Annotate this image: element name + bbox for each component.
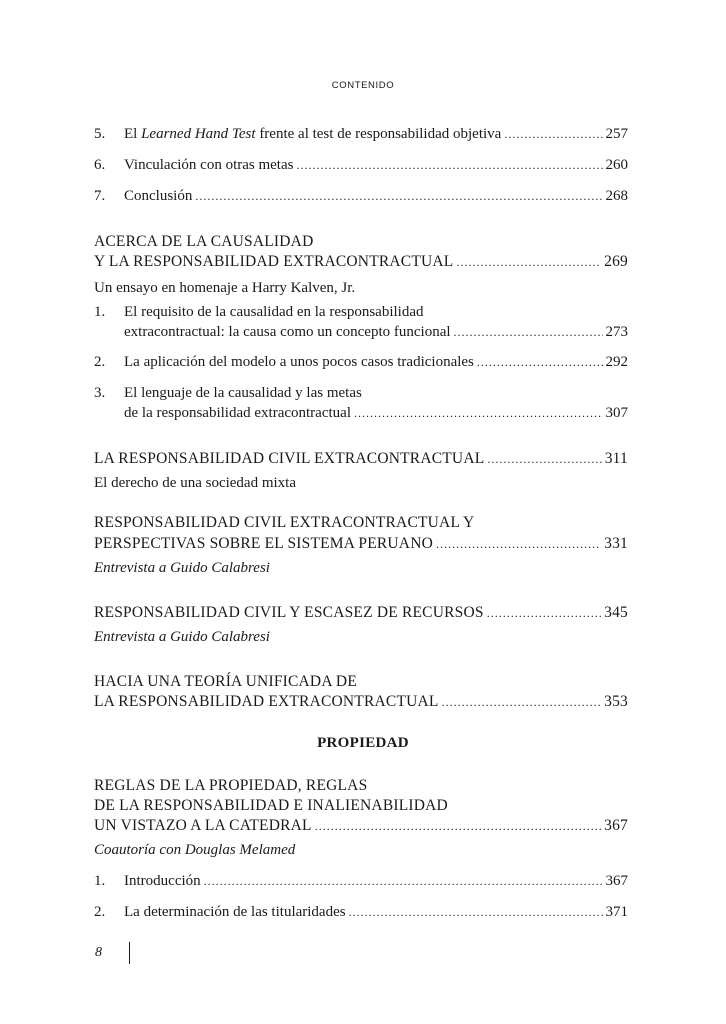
toc-entry-line <box>94 383 628 403</box>
chapter-entry <box>94 816 628 836</box>
chapter-subtitle: El derecho de una sociedad mixta <box>94 475 297 491</box>
entry-title: El lenguaje de la causalidad y las metas <box>124 385 362 401</box>
dot-leader <box>296 155 602 175</box>
chapter-entry <box>94 603 628 623</box>
page-number: 371 <box>605 904 628 920</box>
page-number: 367 <box>604 817 628 834</box>
entry-number: 3. <box>94 385 106 401</box>
entry-number: 1. <box>94 304 106 320</box>
chapter-subtitle: Coautoría con Douglas Melamed <box>94 842 296 858</box>
entry-title: Vinculación con otras metas <box>124 157 294 173</box>
page-number: 268 <box>605 188 628 204</box>
entry-title: Conclusión <box>124 188 193 204</box>
chapter-title: UN VISTAZO A LA CATEDRAL <box>94 817 312 834</box>
chapter-title-line: ACERCA DE LA CAUSALIDAD <box>94 233 314 250</box>
chapter-title: RESPONSABILIDAD CIVIL Y ESCASEZ DE RECURSOS <box>94 604 484 621</box>
toc-entry <box>94 871 628 891</box>
dot-leader <box>442 692 602 712</box>
toc-entry <box>94 352 628 372</box>
toc-entry <box>124 322 628 342</box>
dot-leader <box>477 352 603 372</box>
chapter-subtitle: Entrevista a Guido Calabresi <box>94 560 270 576</box>
entry-title: de la responsabilidad extracontractual <box>124 405 351 421</box>
page-number: 257 <box>605 126 628 142</box>
folio-divider <box>129 942 130 964</box>
page-number: 307 <box>605 405 628 421</box>
page-number: 331 <box>604 535 628 552</box>
dot-leader <box>349 902 603 922</box>
page-number: 260 <box>605 157 628 173</box>
entry-number: 7. <box>94 188 106 204</box>
dot-leader <box>454 322 603 342</box>
entry-title: Introducción <box>124 873 201 889</box>
entry-title: extracontractual: la causa como un concepto funcional <box>124 324 451 340</box>
page-number: 273 <box>605 324 628 340</box>
chapter-subtitle: Un ensayo en homenaje a Harry Kalven, Jr. <box>94 280 356 296</box>
entry-title: La determinación de las titularidades <box>124 904 346 920</box>
chapter-title-line: RESPONSABILIDAD CIVIL EXTRACONTRACTUAL Y <box>94 514 475 531</box>
toc-entry <box>124 403 628 423</box>
dot-leader <box>487 603 601 623</box>
dot-leader <box>195 186 602 206</box>
page-folio: 8 <box>95 945 102 960</box>
chapter-title-line: DE LA RESPONSABILIDAD E INALIENABILIDAD <box>94 797 448 814</box>
chapter-title: LA RESPONSABILIDAD CIVIL EXTRACONTRACTUAL <box>94 450 485 467</box>
chapter-entry <box>94 252 628 272</box>
page-number: 345 <box>604 604 628 621</box>
chapter-title: PERSPECTIVAS SOBRE EL SISTEMA PERUANO <box>94 535 433 552</box>
page-number: 292 <box>605 354 628 370</box>
chapter-entry <box>94 534 628 554</box>
chapter-title: Y LA RESPONSABILIDAD EXTRACONTRACTUAL <box>94 253 454 270</box>
page-number: 353 <box>604 693 628 710</box>
dot-leader <box>504 124 602 144</box>
chapter-title: LA RESPONSABILIDAD EXTRACONTRACTUAL <box>94 693 439 710</box>
dot-leader <box>204 871 603 891</box>
entry-number: 1. <box>94 873 106 889</box>
entry-number: 6. <box>94 157 106 173</box>
entry-title: La aplicación del modelo a unos pocos casos tradicionales <box>124 354 474 370</box>
entry-title-italic: Learned Hand Test <box>141 126 256 142</box>
dot-leader <box>487 449 601 469</box>
entry-number: 5. <box>94 126 106 142</box>
chapter-title-line: HACIA UNA TEORÍA UNIFICADA DE <box>94 673 357 690</box>
section-heading: PROPIEDAD <box>317 735 409 751</box>
toc-entry <box>94 124 628 144</box>
entry-number: 2. <box>94 354 106 370</box>
toc-entry-line <box>94 302 628 322</box>
page-number: 367 <box>605 873 628 889</box>
dot-leader <box>436 534 601 554</box>
toc-entry <box>94 155 628 175</box>
page-number: 311 <box>604 450 628 467</box>
entry-title: El requisito de la causalidad en la responsabilidad <box>124 304 424 320</box>
entry-number: 2. <box>94 904 106 920</box>
chapter-entry <box>94 692 628 712</box>
running-header: CONTENIDO <box>331 80 395 91</box>
toc-entry <box>94 902 628 922</box>
chapter-title-line: REGLAS DE LA PROPIEDAD, REGLAS <box>94 777 368 794</box>
dot-leader <box>456 252 601 272</box>
toc-entry <box>94 186 628 206</box>
dot-leader <box>354 403 603 423</box>
page-number: 269 <box>604 253 628 270</box>
entry-title: El Learned Hand Test frente al test de responsabilidad objetiva <box>124 126 502 142</box>
chapter-entry <box>94 449 628 469</box>
dot-leader <box>315 816 601 836</box>
chapter-subtitle: Entrevista a Guido Calabresi <box>94 629 270 645</box>
